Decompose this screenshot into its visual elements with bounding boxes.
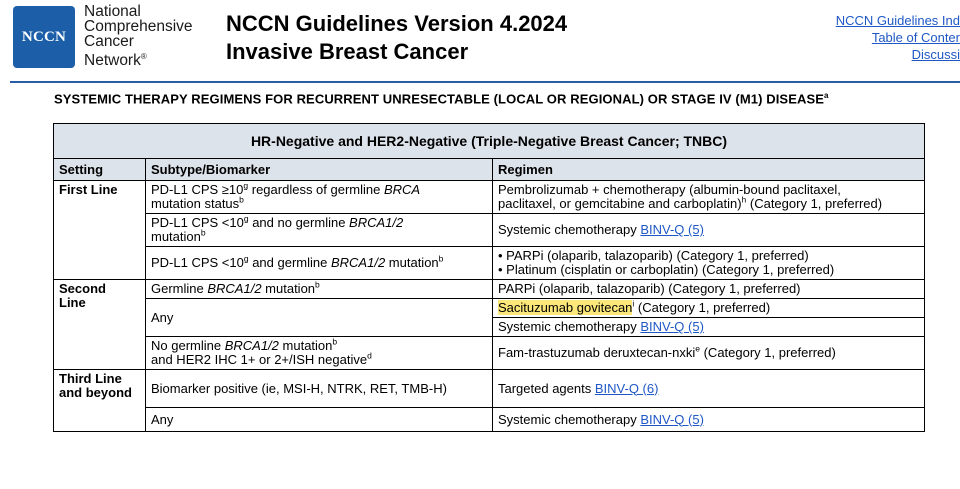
header-divider — [10, 81, 960, 83]
subtype-cell: No germline BRCA1/2 mutation$^b$ and HER2 IHC 1+ or 2+/ISH negative$^d$ — [146, 337, 493, 370]
subtype-cell: Germline BRCA1/2 mutation$^b$ — [146, 280, 493, 299]
subtype-cell: Any — [146, 408, 493, 432]
setting-third-line: Third Line and beyond — [54, 370, 146, 432]
page-title — [226, 10, 567, 66]
regimen-cell: Systemic chemotherapy BINV-Q (5) — [493, 408, 925, 432]
table-row — [54, 299, 925, 318]
subtype-cell: PD-L1 CPS $<10^g$ and no germline BRCA1/2 mutation$^b$ — [146, 214, 493, 247]
table-row — [54, 370, 925, 408]
table-banner-row — [54, 124, 925, 159]
guideline-topic: Invasive Breast Cancer — [226, 39, 469, 64]
column-header-setting: Setting — [54, 159, 146, 181]
column-header-regimen: Regimen — [493, 159, 925, 181]
binv-q6-link[interactable]: BINV-Q (6) — [594, 380, 659, 396]
table-banner: HR-Negative and HER2-Negative (Triple-Negative Breast Cancer; TNBC) — [54, 124, 925, 159]
table-row — [54, 214, 925, 247]
regimen-cell: • PARPi (olaparib, talazoparib) (Category 1, preferred) • Platinum (cisplatin or carboplatin) (Category 1, preferred) — [493, 247, 925, 280]
binv-q5-link[interactable]: BINV-Q (5) — [640, 319, 704, 334]
setting-first-line: First Line — [54, 181, 146, 280]
table-row — [54, 280, 925, 299]
regimen-cell: Sacituzumab govitecan$^i$ (Category 1, preferred) — [493, 299, 925, 318]
subtype-cell: PD-L1 CPS $\ge 10^g$ regardless of germline BRCA mutation status$^b$ — [146, 181, 493, 214]
column-header-subtype: Subtype/Biomarker — [146, 159, 493, 181]
regimen-table — [53, 123, 925, 432]
highlighted-text: Sacituzumab govitecan — [498, 300, 633, 315]
subtype-cell: Any — [146, 299, 493, 337]
regimen-cell: Systemic chemotherapy BINV-Q (5) — [493, 318, 925, 337]
table-of-contents-link[interactable]: Table of Conter — [871, 30, 960, 45]
table-row — [54, 337, 925, 370]
subtype-cell: PD-L1 CPS $<10^g$ and germline BRCA1/2 mutation$^b$ — [146, 247, 493, 280]
section-heading: SYSTEMIC THERAPY REGIMENS FOR RECURRENT UNRESECTABLE (LOCAL OR REGIONAL) OR STAGE IV (M1) DISEASE$^a$ — [54, 91, 829, 107]
subtype-cell: Biomarker positive (ie, MSI-H, NTRK, RET, TMB-H) — [146, 370, 493, 408]
guideline-version: NCCN Guidelines Version 4.2024 — [226, 11, 568, 36]
table-header-row — [54, 159, 925, 181]
regimen-cell: Targeted agents BINV-Q (6) — [493, 370, 925, 408]
organization-name: National Comprehensive Cancer Network® — [84, 3, 193, 70]
regimen-cell: Fam-trastuzumab deruxtecan-nxki$^e$ (Category 1, preferred) — [493, 337, 925, 370]
guidelines-index-link[interactable]: NCCN Guidelines Ind — [835, 13, 960, 28]
setting-second-line: Second Line — [54, 280, 146, 370]
table-row — [54, 408, 925, 432]
table-row — [54, 181, 925, 214]
regimen-cell: Pembrolizumab + chemotherapy (albumin-bound paclitaxel, paclitaxel, or gemcitabine and carboplatin)$^h$ (Category 1, preferred) — [493, 181, 925, 214]
table-row — [54, 247, 925, 280]
discussion-link[interactable]: Discussi — [911, 47, 960, 62]
binv-q5-link[interactable]: BINV-Q (5) — [640, 222, 704, 237]
nccn-logo: NCCN — [13, 6, 75, 68]
binv-q5-link[interactable]: BINV-Q (5) — [640, 411, 704, 427]
regimen-cell: PARPi (olaparib, talazoparib) (Category 1, preferred) — [493, 280, 925, 299]
regimen-cell: Systemic chemotherapy BINV-Q (5) — [493, 214, 925, 247]
guideline-nav-links — [760, 12, 960, 63]
